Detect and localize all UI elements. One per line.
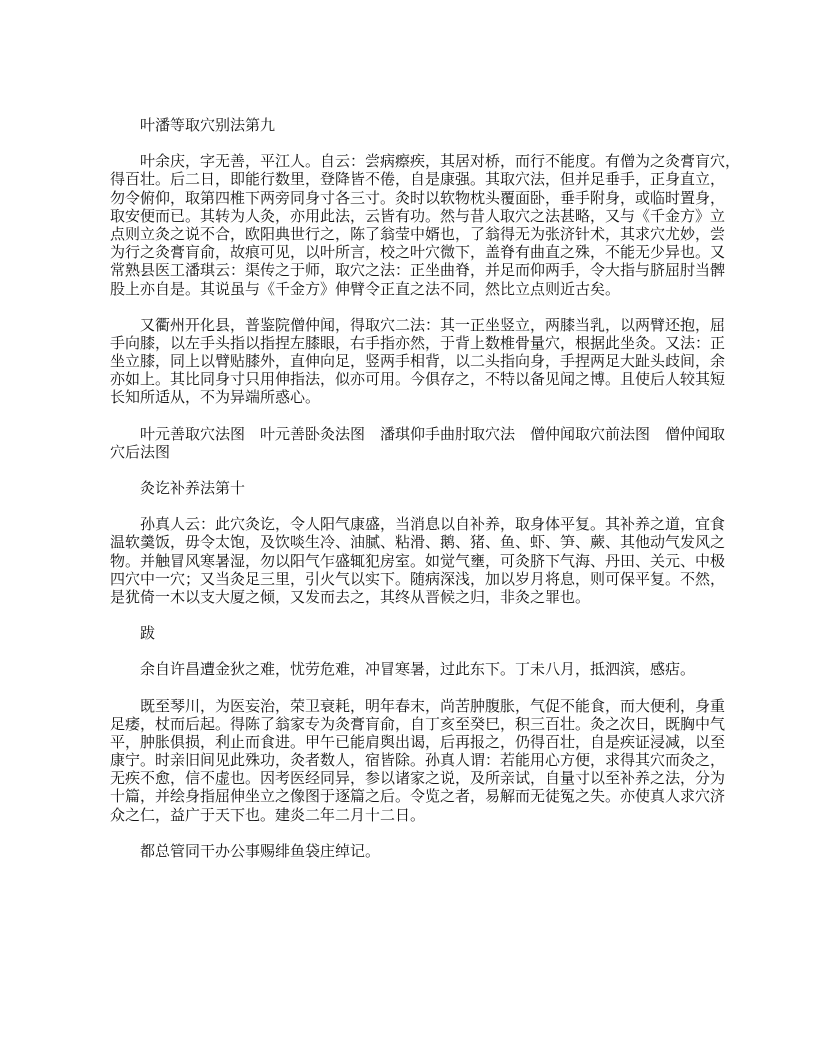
text-line: 是犹倚一木以支大厦之倾，又发而去之，其终从晋候之归，非灸之罪也。	[110, 587, 591, 606]
postscript-heading: 跋	[140, 624, 156, 643]
text-line: 物。并触冒风寒暑湿，勿以阳气乍盛辄犯房室。如觉气壅，可灸脐下气海、丹田、关元、中极	[110, 551, 726, 570]
paragraph-ji	[110, 696, 726, 824]
text-line: 长知所适从，不为异端所惑心。	[110, 388, 321, 407]
text-line: 取安便而已。其转为人灸，亦用此法，云皆有功。然与昔人取穴之法甚略，又与《千金方》立	[110, 206, 726, 225]
figure-list	[110, 424, 726, 461]
text-line: 众之仁，益广于天下也。建炎二年二月十二日。	[110, 805, 426, 824]
text-line: 为行之灸膏肓俞，故痕可见，以叶所言，校之叶穴微下，盖脊有曲直之殊，不能无少异也。又	[110, 243, 726, 262]
text-line: 叶余庆，字无善，平江人。自云：尝病瘵疾，其居对桥，而行不能度。有僧为之灸膏肓穴，	[140, 152, 741, 171]
text-line: 坐立膝，同上以臂贴膝外，直伸向足，竖两手相背，以二头指向身，手捏两足大趾头歧间，余	[110, 352, 726, 371]
text-line: 十篇，并绘身指屈伸坐立之像图于逐篇之后。令览之者，易解而无徒冤之失。亦使真人求穴济	[110, 787, 726, 806]
text-line: 得百壮。后二日，即能行数里，登降皆不倦，自是康强。其取穴法，但并足垂手，正身直立，	[110, 170, 726, 189]
text-line: 四穴中一穴；又当灸足三里，引火气以实下。随病深浅，加以岁月将息，则可保平复。不然，	[110, 569, 726, 588]
paragraph-sun	[110, 515, 726, 606]
text-line: 平，肿胀俱损，利止而食进。甲午已能肩舆出谒，后再报之，仍得百壮，自是疾证浸减，以至	[110, 732, 726, 751]
text-line: 温软羹饭，毋令太饱，及饮啖生冷、油腻、粘滑、鹅、猪、鱼、虾、笋、蕨、其他动气发风之	[110, 533, 726, 552]
text-line: 亦如上。其比同身寸只用伸指法，似亦可用。今俱存之，不特以备见闻之博。且使后人较其短	[110, 370, 726, 389]
text-line: 孙真人云：此穴灸讫，令人阳气康盛，当消息以自补养，取身体平复。其补养之道，宜食	[140, 515, 726, 534]
paragraph-yu	[110, 660, 706, 678]
signature-line: 都总管同干办公事赐绯鱼袋庄绰记。	[140, 841, 381, 860]
text-line: 既至琴川，为医妄治，荣卫衰耗，明年春末，尚苦肿腹胀，气促不能食，而大便利，身重	[140, 696, 726, 715]
text-line: 叶元善取穴法图 叶元善卧灸法图 潘琪仰手曲肘取穴法 僧仲闻取穴前法图 僧仲闻取	[140, 424, 726, 443]
text-line: 穴后法图	[110, 442, 171, 461]
text-line: 余自许昌遭金狄之难，忧劳危难，冲冒寒暑，过此东下。丁未八月，抵泗滨，感痁。	[140, 660, 696, 679]
text-line: 康宁。时亲旧间见此殊功，灸者数人，宿皆除。孙真人谓：若能用心方便，求得其穴而灸之，	[110, 751, 726, 770]
section-heading-9: 叶潘等取穴别法第九	[140, 116, 276, 134]
text-line: 股上亦自是。其说虽与《千金方》伸臂令正直之法不同，然比立点则近古矣。	[110, 279, 621, 298]
section-heading-10: 灸讫补养法第十	[140, 479, 246, 498]
text-line: 点则立灸之说不合，欧阳典世行之，陈了翁莹中婿也，了翁得无为张济针术，其求穴尤妙，尝	[110, 224, 726, 243]
paragraph-ye	[110, 152, 741, 298]
text-line: 足痿，杖而后起。得陈了翁家专为灸膏肓俞，自丁亥至癸巳，积三百壮。灸之次日，既胸中气	[110, 714, 726, 733]
text-line: 勿令俯仰，取第四椎下两旁同身寸各三寸。灸时以软物枕头覆面卧，垂手附身，或临时置身，	[110, 188, 726, 207]
paragraph-qu	[110, 315, 726, 407]
text-line: 无疾不愈，信不虚也。因考医经同异，参以诸家之说，及所亲试，自量寸以至补养之法，分为	[110, 769, 726, 788]
text-line: 又衢州开化县，普鉴院僧仲闻，得取穴二法：其一正坐竖立，两膝当乳，以两臂还抱，屈	[140, 315, 726, 334]
text-line: 手向膝，以左手头指以指捏左膝眼，右手指亦然，于背上数椎骨量穴，根据此坐灸。又法：正	[110, 333, 726, 352]
document-page	[110, 116, 741, 878]
text-line: 常熟县医工潘琪云：渠传之于师，取穴之法：正坐曲脊，并足而仰两手，令大指与脐屈肘当髀	[110, 261, 726, 280]
